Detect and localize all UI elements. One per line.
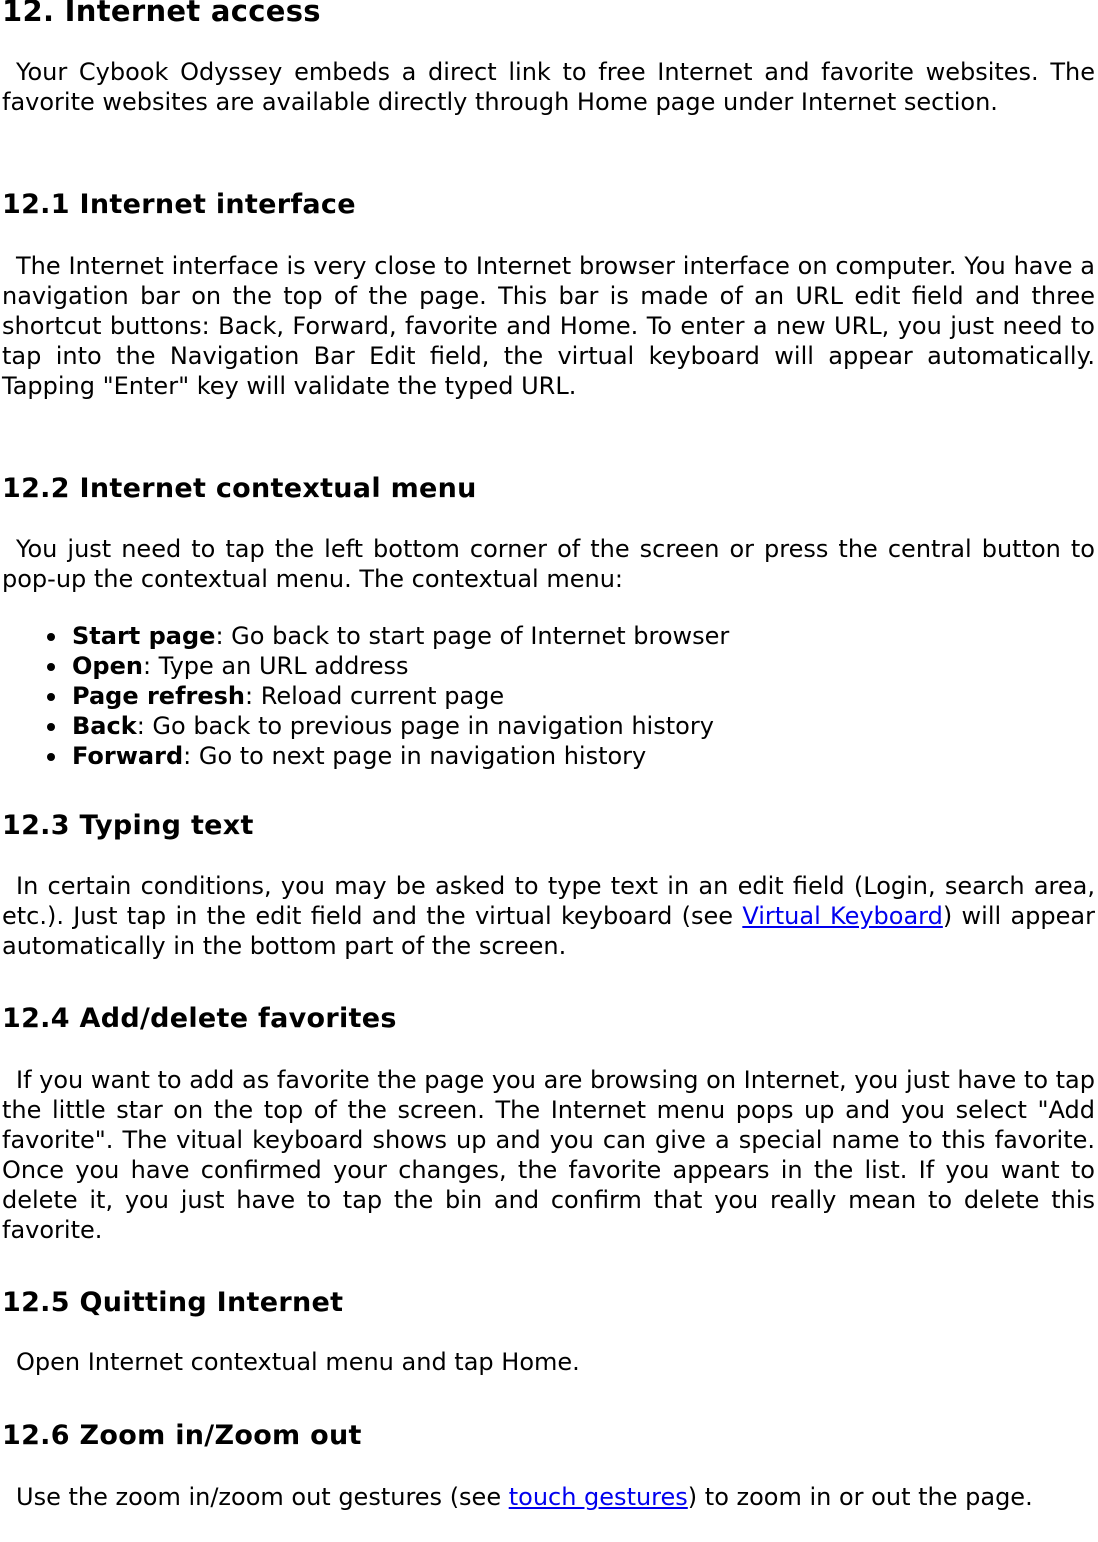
section-12-body bbox=[2, 57, 1095, 117]
virtual-keyboard-link[interactable]: Virtual Keyboard bbox=[742, 902, 943, 930]
list-item-term: Forward bbox=[72, 742, 184, 770]
heading-internet-interface: 12.1 Internet interface bbox=[2, 189, 356, 220]
list-item bbox=[2, 711, 1095, 741]
section-12-6 bbox=[2, 1421, 1095, 1451]
heading-add-delete-favorites: 12.4 Add/delete favorites bbox=[2, 1003, 397, 1034]
list-item bbox=[2, 621, 1095, 651]
paragraph-zoom: Use the zoom in/zoom out gestures (see touch gestures) to zoom in or out the page. bbox=[16, 1483, 1033, 1511]
touch-gestures-link[interactable]: touch gestures bbox=[508, 1483, 688, 1511]
section-12-1 bbox=[2, 190, 1095, 220]
heading-quitting-internet: 12.5 Quitting Internet bbox=[2, 1287, 344, 1318]
paragraph-add-delete-favorites: If you want to add as favorite the page you are browsing on Internet, you just have to tap the little star on the top of the screen. The Internet menu pops up and you select "Add favorite". The vitual keyboard shows up and you can give a special name to this favorite. Once you have confirmed your changes, the favorite appears in the list. If you want to delete it, you just have to tap the bin and confirm that you really mean to delete this favorite. bbox=[2, 1066, 1095, 1244]
list-item-desc: : Go back to start page of Internet browser bbox=[215, 622, 730, 650]
paragraph-quitting-internet: Open Internet contextual menu and tap Home. bbox=[16, 1348, 580, 1376]
paragraph-typing-text: In certain conditions, you may be asked to type text in an edit field (Login, search area, etc.). Just tap in the edit field and the virtual keyboard (see Virtual Keyboard) will appear automatically in the bottom part of the screen. bbox=[2, 872, 1095, 960]
list-item bbox=[2, 741, 1095, 771]
heading-typing-text: 12.3 Typing text bbox=[2, 810, 254, 841]
section-12-2-body bbox=[2, 534, 1095, 594]
list-item-desc: : Type an URL address bbox=[142, 652, 409, 680]
section-12-3 bbox=[2, 811, 1095, 841]
heading-internet-access: 12. Internet access bbox=[2, 0, 321, 28]
paragraph-internet-interface: The Internet interface is very close to Internet browser interface on computer. You have a navigation bar on the top of the page. This bar is made of an URL edit field and three shortcut buttons: Back, Forward, favorite and Home. To enter a new URL, you just need to tap into the Navigation Bar Edit field, the virtual keyboard will appear automatically. Tapping "Enter" key will validate the typed URL. bbox=[2, 252, 1095, 400]
section-12-5 bbox=[2, 1288, 1095, 1318]
paragraph-internet-access: Your Cybook Odyssey embeds a direct link to free Internet and favorite websites. The favorite websites are available directly through Home page under Internet section. bbox=[2, 58, 1095, 116]
section-12-4 bbox=[2, 1004, 1095, 1034]
list-item bbox=[2, 651, 1095, 681]
list-item-term: Back bbox=[72, 712, 137, 740]
heading-zoom: 12.6 Zoom in/Zoom out bbox=[2, 1420, 362, 1451]
section-12-6-body bbox=[2, 1482, 1095, 1512]
list-item-term: Open bbox=[72, 652, 143, 680]
list-item-term: Start page bbox=[72, 622, 216, 650]
list-item-desc: : Go to next page in navigation history bbox=[183, 742, 647, 770]
list-item-desc: : Go back to previous page in navigation history bbox=[136, 712, 714, 740]
heading-contextual-menu: 12.2 Internet contextual menu bbox=[2, 473, 477, 504]
section-12-4-body bbox=[2, 1065, 1095, 1245]
list-item bbox=[2, 681, 1095, 711]
paragraph-contextual-menu: You just need to tap the left bottom corner of the screen or press the central button to pop-up the contextual menu. The contextual menu: bbox=[2, 535, 1095, 593]
section-12-3-body bbox=[2, 871, 1095, 961]
section-12-5-body bbox=[2, 1347, 1095, 1377]
section-12-2 bbox=[2, 474, 1095, 504]
section-12-1-body bbox=[2, 251, 1095, 401]
list-item-term: Page refresh bbox=[72, 682, 245, 710]
section-12 bbox=[2, 0, 1095, 26]
contextual-menu-list bbox=[2, 621, 1095, 771]
list-item-desc: : Reload current page bbox=[245, 682, 505, 710]
